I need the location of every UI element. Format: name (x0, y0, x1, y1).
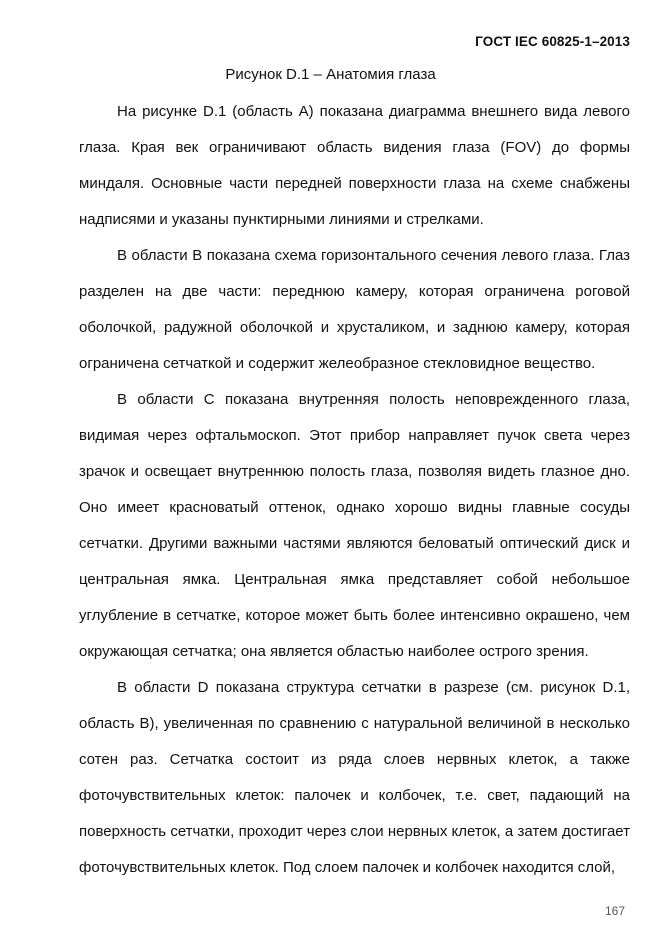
paragraph-area-d: В области D показана структура сетчатки в разрезе (см. рисунок D.1, область В), увеличенная по сравнению с натуральной величиной в несколько сотен раз. Сетчатка состоит из ряда слоев нервных клеток, а также фоточувствительных клеток: палочек и колбочек, т.е. свет, падающий на поверхность сетчатки, проходит через слои нервных клеток, а затем достигает фоточувствительных клеток. Под слоем палочек и колбочек находится слой, (79, 679, 630, 876)
paragraph-area-b: В области В показана схема горизонтального сечения левого глаза. Глаз разделен на две части: переднюю камеру, которая ограничена роговой оболочкой, радужной оболочкой и хрусталиком, и заднюю камеру, которая ограничена сетчаткой и содержит желеобразное стекловидное вещество. (79, 247, 630, 372)
paragraph-area-a: На рисунке D.1 (область А) показана диаграмма внешнего вида левого глаза. Края век ограничивают область видения глаза (FOV) до формы миндаля. Основные части передней поверхности глаза на схеме снабжены надписями и указаны пунктирными линиями и стрелками. (79, 103, 630, 228)
paragraph-area-c: В области С показана внутренняя полость неповрежденного глаза, видимая через офтальмоскоп. Этот прибор направляет пучок света через зрачок и освещает внутреннюю полость глаза, позволяя видеть глазное дно. Оно имеет красноватый оттенок, однако хорошо видны главные сосуды сетчатки. Другими важными частями являются беловатый оптический диск и центральная ямка. Центральная ямка представляет собой небольшое углубление в сетчатке, которое может быть более интенсивно окрашено, чем окружающая сетчатка; она является областью наиболее острого зрения. (79, 391, 630, 660)
figure-title: Рисунок D.1 – Анатомия глаза (225, 66, 436, 83)
page-number: 167 (604, 906, 625, 916)
document-header: ГОСТ IEC 60825-1–2013 (475, 34, 630, 49)
document-body (79, 94, 630, 886)
